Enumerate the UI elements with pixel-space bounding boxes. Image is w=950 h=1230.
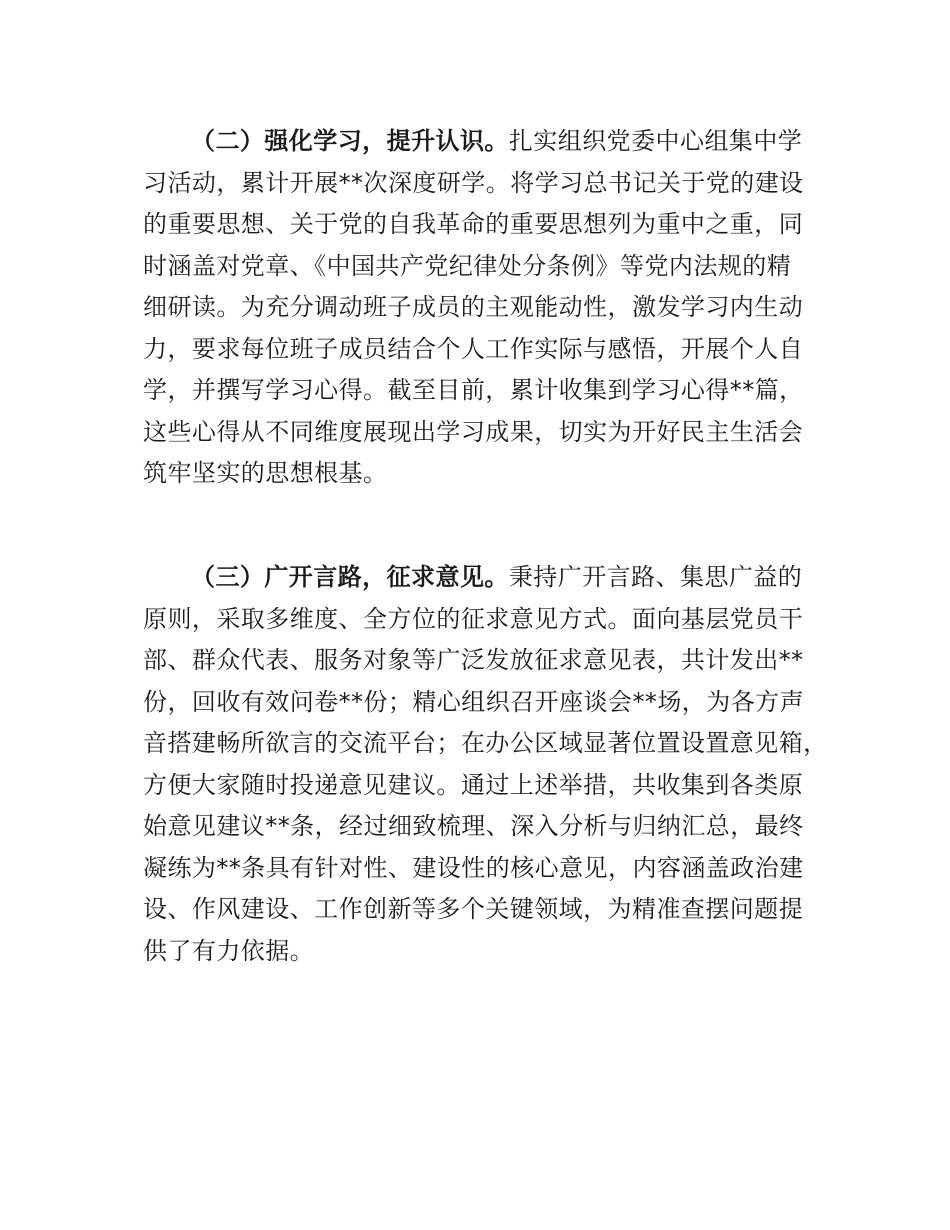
body-line: 学，并撰写学习心得。截至目前，累计收集到学习心得**篇， <box>143 376 804 404</box>
body-line: 原则，采取多维度、全方位的征求意见方式。面向基层党员干 <box>143 604 804 633</box>
section-heading: （二）强化学习，提升认识。 <box>191 127 509 155</box>
paragraph-strengthen-learning <box>143 121 823 495</box>
body-line: 习活动，累计开展**次深度研学。将学习总书记关于党的建设 <box>143 168 804 197</box>
body-line: 时涵盖对党章、《中国共产党纪律处分条例》等党内法规的精 <box>143 251 792 280</box>
body-line: 份，回收有效问卷**份；精心组织召开座谈会**场，为各方声 <box>143 687 805 716</box>
paragraph-first-line <box>143 121 823 163</box>
body-line: 力，要求每位班子成员结合个人工作实际与感悟，开展个人自 <box>143 334 804 363</box>
body-line: 方便大家随时投递意见建议。通过上述举措，共收集到各类原 <box>143 770 804 799</box>
body-line: 音搭建畅所欲言的交流平台；在办公区域显著位置设置意见箱， <box>143 729 828 757</box>
body-line: 细研读。为充分调动班子成员的主观能动性，激发学习内生动 <box>143 293 804 321</box>
body-line: 的重要思想、关于党的自我革命的重要思想列为重中之重，同 <box>143 210 804 238</box>
paragraph-first-line <box>143 557 823 599</box>
body-line: 凝练为**条具有针对性、建设性的核心意见，内容涵盖政治建 <box>143 853 804 882</box>
body-text: 扎实组织党委中心组集中学 <box>508 127 803 155</box>
body-line: 供了有力依据。 <box>143 936 315 965</box>
body-line: 筑牢坚实的思想根基。 <box>143 459 388 487</box>
body-line: 部、群众代表、服务对象等广泛发放征求意见表，共计发出** <box>143 646 804 674</box>
body-line: 这些心得从不同维度展现出学习成果，切实为开好民主生活会 <box>143 417 804 446</box>
body-line: 始意见建议**条，经过细致梳理、深入分析与归纳汇总，最终 <box>143 812 804 840</box>
body-line: 设、作风建设、工作创新等多个关键领域，为精准查摆问题提 <box>143 895 804 923</box>
paragraph-solicit-opinions <box>143 557 828 972</box>
body-text: 秉持广开言路、集思广益的 <box>508 563 803 591</box>
section-heading: （三）广开言路，征求意见。 <box>191 563 509 591</box>
